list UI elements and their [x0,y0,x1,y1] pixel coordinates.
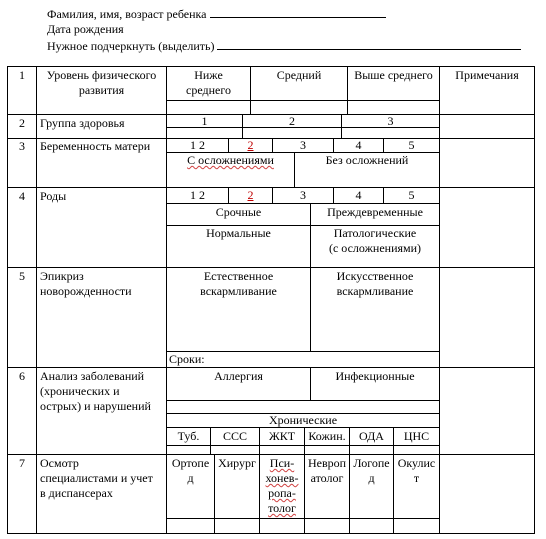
birth-grade-4[interactable]: 4 [355,188,362,202]
chronic-musculoskeletal[interactable]: ОДА [359,429,384,443]
birth-grade-5[interactable]: 5 [408,188,415,202]
specialist-oculist[interactable]: Окулис т [397,456,436,485]
row-number: 3 [19,139,25,153]
artificial-feeding[interactable]: Искусственное вскармливание [336,269,414,298]
neonatal-epicrisis-label: Эпикриз новорожденности [40,269,132,298]
option-average[interactable]: Средний [276,68,322,82]
chronic-gastrointestinal[interactable]: ЖКТ [268,429,296,443]
chronic-skin[interactable]: Кожин. [308,429,346,443]
natural-feeding[interactable]: Естественное вскармливание [200,269,277,298]
pregnancy-grade-4[interactable]: 4 [355,138,362,152]
health-group-1[interactable]: 1 [201,114,208,128]
health-group-label: Группа здоровья [40,116,125,130]
pregnancy-grade-2[interactable]: 2 [247,138,254,152]
select-instruction-label: Нужное подчеркнуть (выделить) [47,39,215,53]
pregnancy-grade-5[interactable]: 5 [408,138,415,152]
feeding-terms-label: Сроки: [169,352,205,366]
option-below-average[interactable]: Ниже среднего [186,68,231,97]
chronic-cardiovascular[interactable]: ССС [222,429,247,443]
chronic-tuberculosis[interactable]: Туб. [177,429,200,443]
child-name-label: Фамилия, имя, возраст ребенка [47,7,207,21]
disease-allergy[interactable]: Аллергия [214,369,263,383]
birth-grade-1-2[interactable]: 1 2 [190,188,205,202]
birth-label: Роды [40,189,67,203]
specialist-psychoneurologist[interactable]: Пси- хонев- ропа- толог [265,456,299,515]
row-number: 4 [19,189,25,203]
pregnancy-without-complications[interactable]: Без осложнений [325,153,409,167]
birth-pathological[interactable]: Патологические (с осложнениями) [328,226,422,255]
physical-development-label: Уровень физического развития [46,68,157,97]
specialist-speech-therapist[interactable]: Логопе д [353,456,390,485]
birth-grade-2[interactable]: 2 [247,188,254,202]
birth-normal[interactable]: Нормальные [206,226,271,240]
row-number: 5 [19,269,25,283]
disease-analysis-label: Анализ заболеваний (хронических и острых) и нарушений [40,369,151,413]
specialist-surgeon[interactable]: Хирург [218,456,256,470]
specialist-neurologist[interactable]: Невроп атолог [307,456,347,485]
specialist-exam-label: Осмотр специалистами и учет в диспансерах [40,456,153,500]
pregnancy-label: Беременность матери [40,139,151,153]
row-number: 1 [19,68,25,82]
disease-chronic-header: Хронические [268,413,338,427]
option-above-average[interactable]: Выше среднего [354,68,433,82]
birth-grade-3[interactable]: 3 [300,188,306,202]
pregnancy-grade-3[interactable]: 3 [300,138,306,152]
row-number: 7 [19,456,25,470]
pregnancy-with-complications[interactable]: С осложнениями [187,153,274,167]
birth-preterm[interactable]: Преждевременные [327,205,423,219]
health-group-2[interactable]: 2 [289,114,295,128]
chronic-cns[interactable]: ЦНС [403,429,430,443]
birth-term[interactable]: Срочные [215,205,262,219]
birth-date-label: Дата рождения [47,22,124,36]
notes-header: Примечания [455,68,519,82]
pregnancy-grade-1-2[interactable]: 1 2 [190,138,205,152]
row-number: 2 [19,116,25,130]
row-number: 6 [19,369,25,383]
health-group-3[interactable]: 3 [387,114,394,128]
disease-infectious[interactable]: Инфекционные [335,369,415,383]
specialist-orthopedist[interactable]: Ортопе д [171,456,210,485]
